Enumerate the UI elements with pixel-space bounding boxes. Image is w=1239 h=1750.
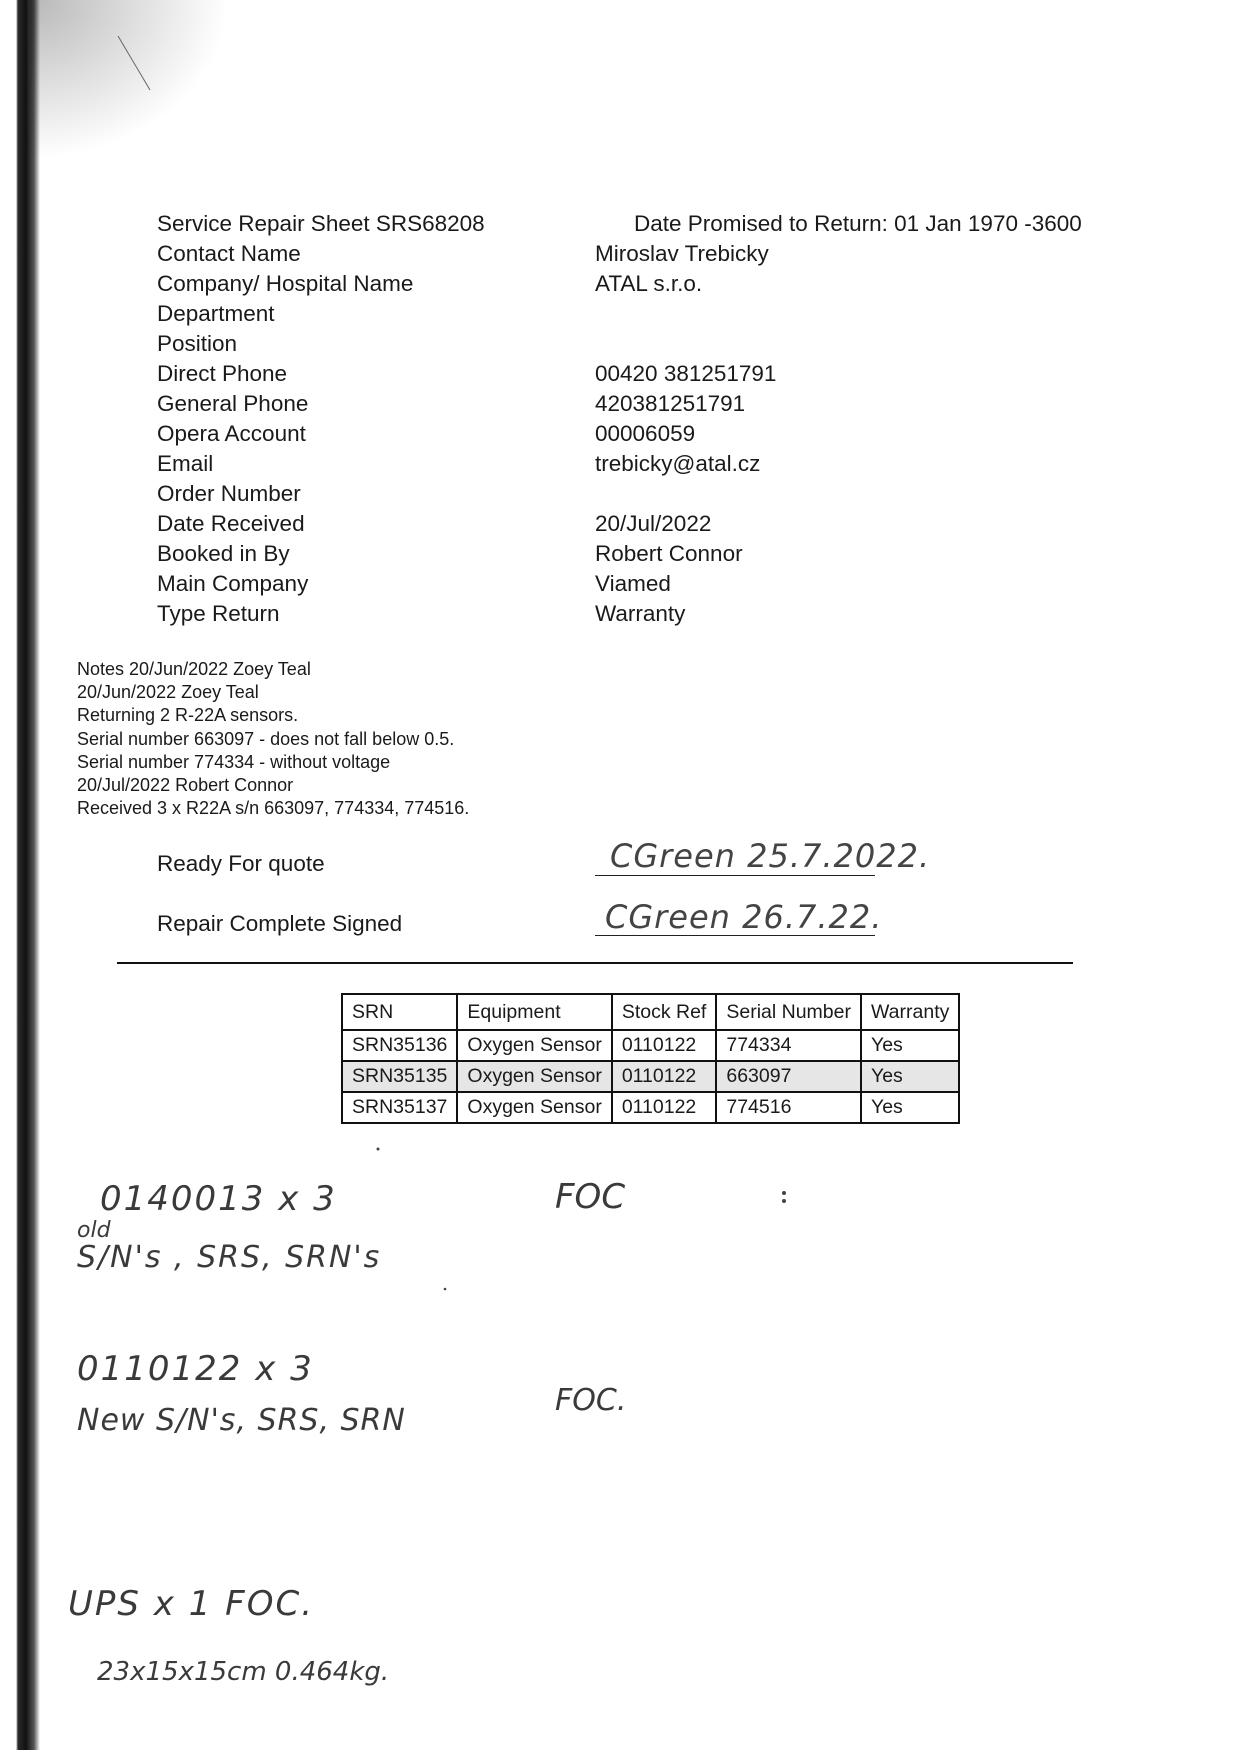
handwritten-line: 0140013 x 3 [100, 1179, 337, 1219]
table-cell: Yes [861, 1092, 959, 1123]
field-value: ATAL s.r.o. [595, 271, 703, 296]
handwritten-line: old [77, 1218, 111, 1243]
field-label: Main Company [157, 571, 309, 596]
table-cell: SRN35137 [342, 1092, 457, 1123]
note-line: Returning 2 R-22A sensors. [77, 705, 299, 726]
table-cell: Oxygen Sensor [457, 1061, 611, 1092]
table-cell: SRN35135 [342, 1061, 457, 1092]
table-cell: 0110122 [612, 1030, 717, 1061]
field-label: Company/ Hospital Name [157, 271, 414, 296]
ready-signature-text: CGreen 25.7.2022. [610, 837, 931, 875]
repair-complete-label: Repair Complete Signed [157, 911, 403, 936]
table-cell: Oxygen Sensor [457, 1092, 611, 1123]
sheet-title: Service Repair Sheet SRS68208 [157, 211, 485, 236]
column-header: Serial Number [716, 994, 861, 1030]
note-line: 20/Jul/2022 Robert Connor [77, 775, 294, 796]
table-cell: 0110122 [612, 1092, 717, 1123]
note-line: Notes 20/Jun/2022 Zoey Teal [77, 659, 311, 679]
handwritten-line: UPS x 1 FOC. [68, 1584, 315, 1624]
field-label: Order Number [157, 481, 301, 506]
table-cell: 663097 [716, 1061, 861, 1092]
speck [782, 1199, 786, 1203]
field-value: 20/Jul/2022 [595, 511, 712, 536]
table-cell: SRN35136 [342, 1030, 457, 1061]
table-cell: 0110122 [612, 1061, 717, 1092]
ready-for-quote-label: Ready For quote [157, 851, 325, 876]
field-label: Type Return [157, 601, 280, 626]
date-promised: Date Promised to Return: 01 Jan 1970 -3600 [634, 211, 1082, 236]
table-cell: Yes [861, 1061, 959, 1092]
complete-signature-text: CGreen 26.7.22. [605, 898, 883, 936]
field-label: Contact Name [157, 241, 301, 266]
field-label: Date Received [157, 511, 305, 536]
handwritten-line: 23x15x15cm 0.464kg. [97, 1657, 390, 1687]
field-label: Position [157, 331, 238, 356]
note-line: Serial number 663097 - does not fall below 0.5. [77, 728, 455, 749]
field-value: 00006059 [595, 421, 696, 446]
handwritten-note: FOC. [555, 1383, 627, 1418]
field-label: Opera Account [157, 421, 306, 446]
speck [377, 1148, 380, 1151]
note-line: 20/Jun/2022 Zoey Teal [77, 682, 259, 703]
note-line: Serial number 774334 - without voltage [77, 751, 391, 772]
field-label: General Phone [157, 391, 309, 416]
speck [444, 1288, 447, 1291]
field-label: Department [157, 301, 275, 326]
field-value: 420381251791 [595, 391, 746, 416]
field-value: Warranty [595, 601, 686, 626]
table-cell: Oxygen Sensor [457, 1030, 611, 1061]
handwritten-line: New S/N's, SRS, SRN [77, 1403, 406, 1438]
field-value: trebicky@atal.cz [595, 451, 761, 476]
field-value: 00420 381251791 [595, 361, 777, 386]
column-header: Warranty [861, 994, 959, 1030]
field-value: Viamed [595, 571, 671, 596]
column-header: Equipment [457, 994, 611, 1030]
handwritten-line: 0110122 x 3 [77, 1349, 314, 1389]
note-line: Received 3 x R22A s/n 663097, 774334, 774516. [77, 798, 470, 819]
field-value: Miroslav Trebicky [595, 241, 769, 266]
table-cell: 774516 [716, 1092, 861, 1123]
table-cell: Yes [861, 1030, 959, 1061]
column-header: SRN [342, 994, 457, 1030]
handwritten-note: FOC [555, 1177, 626, 1217]
column-header: Stock Ref [612, 994, 717, 1030]
field-label: Email [157, 451, 214, 476]
field-label: Booked in By [157, 541, 290, 566]
speck [782, 1191, 786, 1195]
field-value: Robert Connor [595, 541, 743, 566]
field-label: Direct Phone [157, 361, 288, 386]
table-cell: 774334 [716, 1030, 861, 1061]
scan-mark [118, 36, 150, 90]
handwritten-line: S/N's , SRS, SRN's [77, 1240, 382, 1275]
